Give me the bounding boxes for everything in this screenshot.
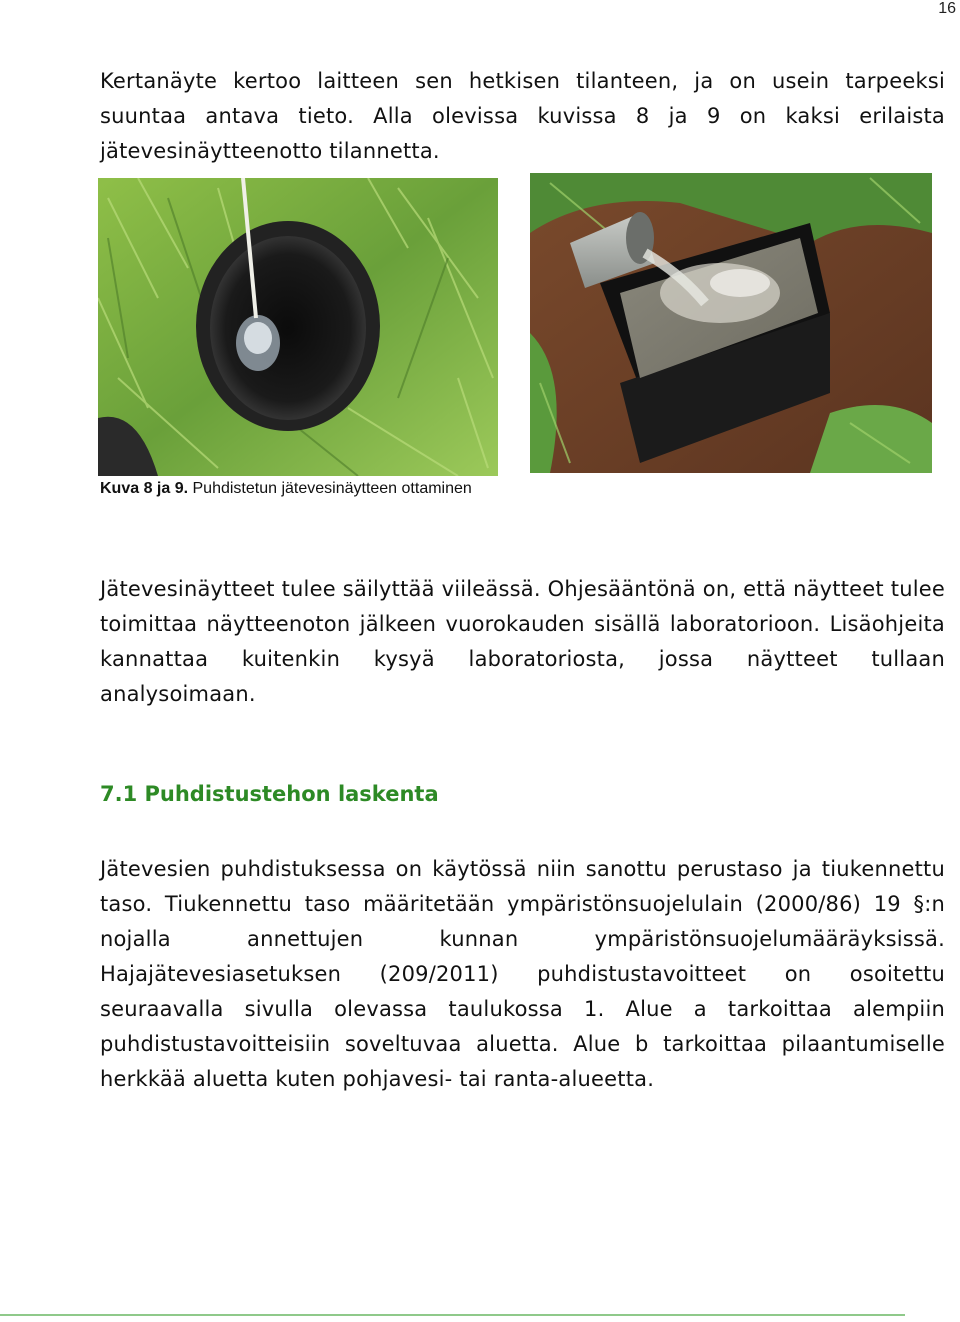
figure-caption (100, 480, 472, 498)
intro-paragraph: Kertanäyte kertoo laitteen sen hetkisen tilanteen, ja on usein tarpeeksi suuntaa antava tieto. Alla olevissa kuvissa 8 ja 9 on kaksi erilaista jätevesinäytteenotto tilannetta. (100, 69, 945, 163)
caption-label: Kuva 8 ja 9. (100, 480, 189, 497)
storage-paragraph: Jätevesinäytteet tulee säilyttää viileässä. Ohjesääntönä on, että näytteet tulee toimittaa näytteenoton jälkeen vuorokauden sisällä laboratorioon. Lisäohjeita kannattaa kuitenkin kysyä laboratoriosta, jossa näytteet tullaan analysoimaan. (100, 577, 945, 706)
outlet-tray-photo (530, 173, 932, 473)
section-paragraph: Jätevesien puhdistuksessa on käytössä niin sanottu perustaso ja tiukennettu taso. Tiukennettu taso määritetään ympäristönsuojelulain (2000/86) 19 §:n nojalla annettujen kunnan ympäristönsuojelumääräyksissä. Hajajätevesiasetuksen (209/2011) puhdistustavoitteet on osoitettu seuraavalla sivulla olevassa taulukossa 1. Alue a tarkoittaa alempiin puhdistustavoitteisiin soveltuvaa aluetta. Alue b tarkoittaa pilaantumiselle herkkää aluetta kuten pohjavesi- tai ranta-alueetta. (100, 857, 945, 1091)
footer-rule (0, 1314, 905, 1316)
page-number: 16 (938, 0, 956, 17)
caption-text: Puhdistetun jätevesinäytteen ottaminen (188, 480, 472, 497)
sampling-well-photo (98, 178, 498, 476)
section-heading: 7.1 Puhdistustehon laskenta (100, 782, 439, 806)
